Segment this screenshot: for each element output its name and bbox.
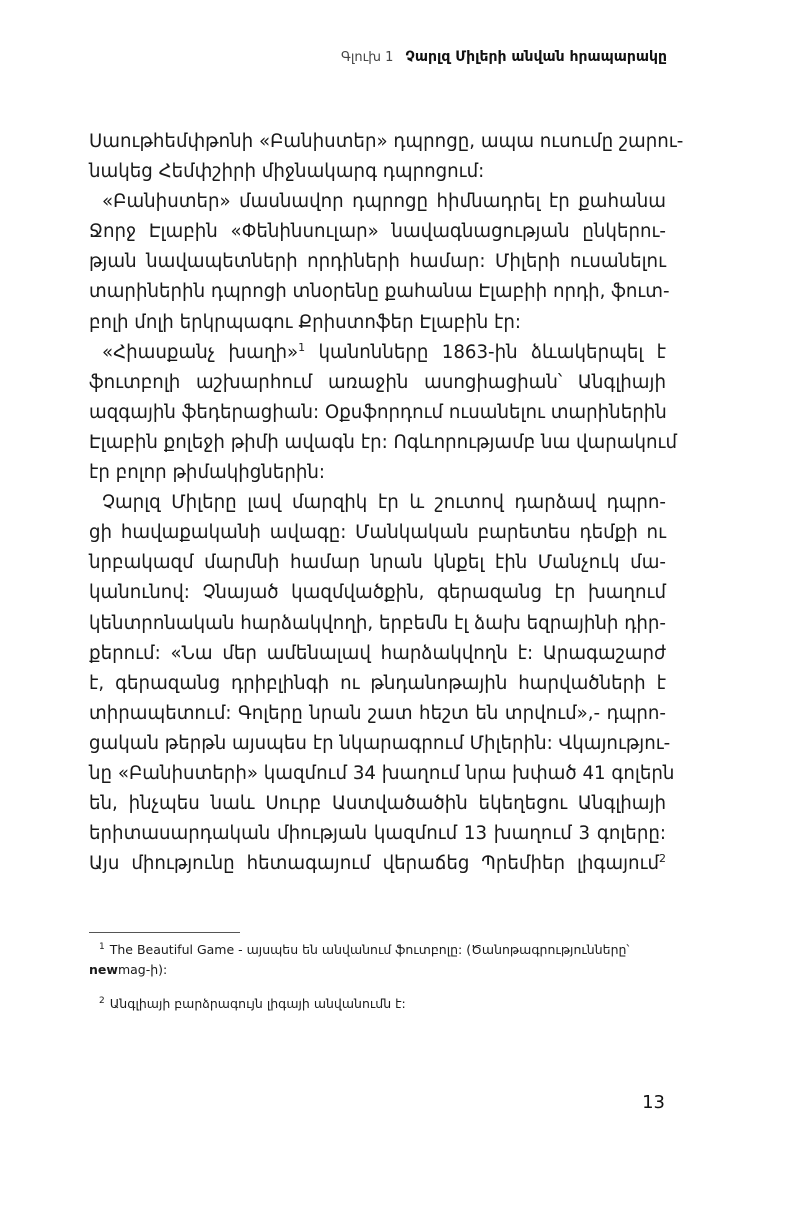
text-line: ցի հավաքականի ավագը: Մանկական բարետես դեմքի ու	[89, 522, 666, 544]
text-fragment: «Հիասքանչ խաղի»	[102, 341, 299, 363]
text-line: նակեց Հեմփշիրի միջնակարգ դպրոցում:	[89, 161, 485, 183]
text-line: նրբակազմ մարմնի համար նրան կնքել էին Մանչուկ մա-	[89, 552, 666, 574]
footnote-text: Անգլիայի բարձրագույն լիգայի անվանումն է:	[109, 996, 406, 1011]
text-line: է, գերազանց դրիբլինգի ու թնդանոթային հարվածների է	[89, 672, 666, 694]
text-line: տարիներին դպրոցի տնօրենը քահանա Էլաբիի որդի, ֆուտ-	[89, 281, 670, 303]
footnote-1	[89, 940, 666, 960]
footnote-mark: 1	[99, 942, 105, 952]
text-line: ազգային ֆեդերացիան: Օքսֆորդում ուսանելու տարիներին	[89, 401, 667, 423]
footnote-text: mag-ի):	[117, 962, 168, 977]
footnote-mark: 2	[99, 996, 105, 1006]
text-line	[89, 849, 666, 879]
text-line: նը «Բանիստերի» կազմում 34 խաղում նրա խփած 41 գոլերն	[89, 762, 675, 784]
text-line	[89, 338, 666, 368]
running-head	[341, 47, 667, 68]
text-fragment: Այս միությունը հետագայում վերաճեց Պրեմիեր լիգայում	[89, 853, 659, 875]
text-line: տիրապետում: Գոլերը նրան շատ հեշտ են տրվում»,- դպրո-	[89, 702, 666, 724]
text-line: կանունով: Չնայած կազմվածքին, գերազանց էր խաղում	[89, 582, 666, 604]
text-line: երիտասարդական միության կազմում 13 խաղում 3 գոլերը:	[89, 823, 666, 845]
text-line: թյան նավապետների որդիների համար: Միլերի ուսանելու	[89, 251, 666, 273]
brand-name-bold: new	[89, 962, 118, 977]
footnotes	[89, 940, 666, 1014]
text-line: Չարլզ Միլերը լավ մարզիկ էր և շուտով դարձավ դպրո-	[102, 492, 666, 514]
text-line: են, ինչպես նաև Սուրբ Աստվածածին եկեղեցու Անգլիայի	[89, 793, 666, 815]
text-line: էր բոլոր թիմակիցներին:	[89, 462, 326, 484]
chapter-label: Գլուխ 1	[341, 50, 394, 65]
page-number: 13	[642, 1092, 665, 1113]
footnote-divider	[89, 932, 240, 933]
footnote-2	[89, 994, 666, 1014]
text-fragment: կանոնները 1863-ին ձևակերպել է	[305, 341, 666, 363]
text-line: Էլաբին քոլեջի թիմի ավագն էր: Ոգևորությամբ նա վարակում	[89, 431, 677, 453]
text-line: բոլի մոլի երկրպագու Քրիստոֆեր Էլաբին էր:	[89, 311, 522, 333]
body-text	[89, 127, 684, 879]
footnote-text: The Beautiful Game - այսպես են անվանում ֆուտբոլը: (Ծանոթագրությունները՝	[109, 942, 630, 957]
text-line: ֆուտբոլի աշխարհում առաջին ասոցիացիան՝ Անգլիայի	[89, 371, 666, 393]
chapter-title: Չարլզ Միլերի անվան հրապարակը	[405, 49, 667, 65]
footnote-ref[interactable]: 2	[659, 852, 666, 866]
text-line: կենտրոնական հարձակվողի, երբեմն էլ ձախ եզրայինի դիր-	[89, 612, 666, 634]
text-line: «Բանիստեր» մասնավոր դպրոցը հիմնադրել էր քահանա	[102, 191, 666, 213]
footnote-1-continued	[89, 960, 666, 980]
text-line: Սաութհեմփթոնի «Բանիստեր» դպրոցը, ապա ուսումը շարու-	[89, 131, 684, 152]
text-line: քերում: «Նա մեր ամենալավ հարձակվողն է: Արագաշարժ	[89, 642, 666, 664]
footnote-ref[interactable]: 1	[298, 340, 306, 354]
text-line: Ջորջ Էլաբին «Փենինսուլար» նավագնացության ընկերու-	[89, 221, 666, 243]
text-line: ցական թերթն այսպես էր նկարագրում Միլերին: Վկայությու-	[89, 732, 671, 754]
